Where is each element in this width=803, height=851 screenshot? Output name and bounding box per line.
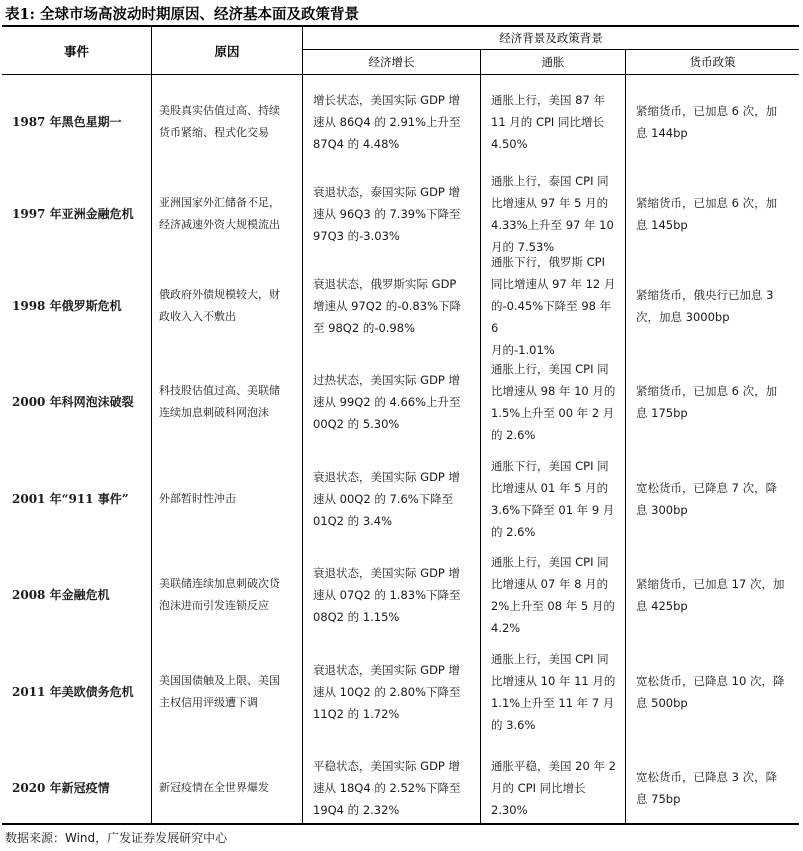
- cell-text: [313, 369, 461, 435]
- cell-line: 1.1%上升至 11 年 7 月: [491, 695, 615, 710]
- cell-text: [636, 380, 777, 424]
- cell-event: [2, 549, 151, 640]
- cell-text: 2011 年美欧债务危机: [12, 684, 134, 699]
- cell-line: 增速从 97Q2 的-0.83%下降: [313, 298, 461, 313]
- cell-text: [491, 455, 614, 543]
- cell-text: [636, 284, 773, 328]
- cell-line: 4.2%: [491, 620, 521, 635]
- cell-line: 息 425bp: [636, 598, 688, 613]
- cell-line: 87Q4 的 4.48%: [313, 136, 400, 151]
- cell-line: 息 145bp: [636, 217, 688, 232]
- cell-text: [636, 477, 777, 521]
- cell-inflation: [481, 549, 625, 640]
- cell-text: [159, 380, 280, 424]
- cell-line: 的-0.45%下降至 98 年 6: [491, 298, 612, 335]
- cell-inflation: [481, 742, 625, 833]
- cell-growth: [303, 646, 480, 737]
- cell-line: 连续加息刺破科网泡沫: [159, 405, 269, 419]
- cell-line: 通胀上行，美国 CPI 同: [491, 361, 609, 376]
- cell-text: [159, 573, 280, 617]
- cell-line: 息 75bp: [636, 791, 681, 806]
- cell-text: [491, 551, 615, 639]
- cell-event: [2, 742, 151, 833]
- cell-line: 经济减速外资大规模流出: [159, 217, 280, 231]
- cell-line: 3.6%下降至 01 年 9 月: [491, 502, 615, 517]
- cell-text: [159, 192, 280, 236]
- cell-cause: [152, 453, 302, 544]
- cell-text: [491, 358, 615, 446]
- cell-line: 宽松货币，已降息 7 次，降: [636, 480, 778, 495]
- cell-growth: [303, 453, 480, 544]
- header-inflation: 通胀: [541, 55, 565, 69]
- cell-line: 衰退状态，美国实际 GDP 增: [313, 662, 461, 677]
- cell-line: 紧缩货币，俄央行已加息 3: [636, 287, 774, 302]
- cell-line: 速从 96Q3 的 7.39%下降至: [313, 206, 461, 221]
- header-event: 事件: [63, 43, 89, 59]
- cell-text: 1998 年俄罗斯危机: [12, 298, 122, 313]
- cell-text: [636, 192, 777, 236]
- cell-line: 1.5%上升至 00 年 2 月: [491, 405, 615, 420]
- cell-text: 1997 年亚洲金融危机: [12, 206, 134, 221]
- cell-text: 2020 年新冠疫情: [12, 780, 110, 795]
- cell-text: 2008 年金融危机: [12, 587, 110, 602]
- cell-line: 政收入入不敷出: [159, 309, 236, 323]
- cell-inflation: [481, 254, 625, 357]
- cell-text: [313, 562, 461, 628]
- cell-line: 比增速从 07 年 8 月的: [491, 576, 609, 591]
- header-bottom-divider: [2, 74, 799, 75]
- cell-line: 月的 CPI 同比增长: [491, 780, 586, 795]
- cell-text: [491, 648, 615, 736]
- cell-line: 过热状态，美国实际 GDP 增: [313, 372, 461, 387]
- cell-text: [491, 251, 619, 361]
- cell-text: [636, 100, 777, 144]
- cell-event: [2, 646, 151, 737]
- cell-growth: [303, 76, 480, 167]
- cell-text: [313, 659, 461, 725]
- cell-cause: [152, 742, 302, 833]
- cell-inflation: [481, 646, 625, 737]
- cell-event: [2, 356, 151, 447]
- cell-line: 亚洲国家外汇储备不足，: [159, 195, 280, 209]
- cell-line: 美股真实估值过高、持续: [159, 103, 280, 117]
- cell-line: 俄政府外债规模较大，财: [159, 287, 280, 301]
- cell-line: 比增速从 10 年 11 月的: [491, 673, 616, 688]
- cell-line: 4.50%: [491, 136, 528, 151]
- cell-line: 月的 7.53%: [491, 239, 555, 254]
- cell-cause: [152, 260, 302, 351]
- cell-text: [313, 273, 461, 339]
- cell-line: 紧缩货币，已加息 6 次，加: [636, 383, 778, 398]
- cell-line: 通胀下行，俄罗斯 CPI: [491, 254, 606, 269]
- cell-line: 外部暂时性冲击: [159, 491, 236, 505]
- cell-policy: [626, 549, 799, 640]
- header-sub-divider: [303, 49, 799, 50]
- cell-line: 比增速从 97 年 5 月的: [491, 195, 609, 210]
- header-background-group: 经济背景及政策背景: [499, 31, 603, 45]
- cell-line: 通胀下行，美国 CPI 同: [491, 458, 609, 473]
- cell-line: 泡沫进而引发连锁反应: [159, 598, 269, 612]
- cell-line: 宽松货币，已降息 3 次，降: [636, 769, 778, 784]
- cell-event: [2, 260, 151, 351]
- cell-line: 衰退状态，美国实际 GDP 增: [313, 469, 461, 484]
- cell-line: 速从 18Q4 的 2.52%下降至: [313, 780, 461, 795]
- cell-line: 比增速从 98 年 10 月的: [491, 383, 616, 398]
- cell-event: [2, 168, 151, 259]
- cell-line: 11 月的 CPI 同比增长: [491, 114, 604, 129]
- cell-text: [313, 466, 460, 532]
- cell-text: [159, 488, 236, 510]
- cell-growth: [303, 742, 480, 833]
- cell-text: [636, 670, 784, 714]
- cell-line: 2%上升至 08 年 5 月的: [491, 598, 615, 613]
- cell-line: 增长状态，美国实际 GDP 增: [313, 92, 461, 107]
- cell-event: [2, 76, 151, 167]
- cell-line: 息 300bp: [636, 502, 688, 517]
- cell-line: 19Q4 的 2.32%: [313, 802, 400, 817]
- cell-line: 衰退状态，俄罗斯实际 GDP: [313, 276, 457, 291]
- cell-cause: [152, 356, 302, 447]
- cell-line: 美联储连续加息刺破次贷: [159, 576, 280, 590]
- cell-line: 速从 07Q2 的 1.83%下降至: [313, 587, 461, 602]
- cell-line: 速从 86Q4 的 2.91%上升至: [313, 114, 461, 129]
- header-cause: 原因: [214, 43, 240, 59]
- cell-event: [2, 453, 151, 544]
- header-growth: 经济增长: [368, 55, 415, 69]
- cell-line: 息 500bp: [636, 695, 688, 710]
- cell-text: [636, 573, 784, 617]
- cell-line: 的 2.6%: [491, 524, 536, 539]
- cell-line: 紧缩货币，已加息 6 次，加: [636, 103, 778, 118]
- cell-policy: [626, 646, 799, 737]
- cell-cause: [152, 168, 302, 259]
- cell-line: 平稳状态，美国实际 GDP 增: [313, 758, 461, 773]
- cell-line: 息 175bp: [636, 405, 688, 420]
- cell-policy: [626, 76, 799, 167]
- cell-line: 比增速从 01 年 5 月的: [491, 480, 609, 495]
- cell-line: 的 3.6%: [491, 717, 536, 732]
- cell-policy: [626, 168, 799, 259]
- cell-line: 通胀上行，美国 CPI 同: [491, 651, 609, 666]
- cell-line: 宽松货币，已降息 10 次，降: [636, 673, 785, 688]
- cell-line: 速从 00Q2 的 7.6%下降至: [313, 491, 454, 506]
- cell-text: [159, 284, 280, 328]
- cell-text: [313, 755, 461, 821]
- cell-line: 新冠疫情在全世界爆发: [159, 780, 269, 794]
- data-source-note: 数据来源：Wind，广发证券发展研究中心: [5, 831, 228, 845]
- cell-text: [159, 100, 280, 144]
- cell-policy: [626, 742, 799, 833]
- cell-text: [491, 755, 616, 821]
- cell-line: 衰退状态，美国实际 GDP 增: [313, 565, 461, 580]
- cell-line: 通胀上行，泰国 CPI 同: [491, 173, 609, 188]
- cell-text: [159, 777, 269, 799]
- cell-line: 11Q2 的 1.72%: [313, 706, 400, 721]
- cell-policy: [626, 260, 799, 351]
- cell-line: 通胀上行，美国 CPI 同: [491, 554, 609, 569]
- cell-line: 00Q2 的 5.30%: [313, 416, 400, 431]
- cell-line: 4.33%上升至 97 年 10: [491, 217, 614, 232]
- cell-text: 2000 年科网泡沫破裂: [12, 394, 134, 409]
- cell-cause: [152, 646, 302, 737]
- cell-growth: [303, 168, 480, 259]
- cell-text: 1987 年黑色星期一: [12, 114, 122, 129]
- cell-line: 同比增速从 97 年 12 月: [491, 276, 616, 291]
- cell-policy: [626, 356, 799, 447]
- cell-inflation: [481, 453, 625, 544]
- cell-line: 速从 10Q2 的 2.80%下降至: [313, 684, 461, 699]
- cell-text: [636, 766, 777, 810]
- cell-cause: [152, 76, 302, 167]
- table-bottom-rule: [2, 823, 799, 825]
- cell-text: [313, 89, 461, 155]
- cell-line: 97Q3 的-3.03%: [313, 228, 400, 243]
- cell-line: 衰退状态，泰国实际 GDP 增: [313, 184, 461, 199]
- cell-text: [491, 89, 605, 155]
- cell-line: 月的-1.01%: [491, 342, 555, 357]
- cell-line: 01Q2 的 3.4%: [313, 513, 393, 528]
- cell-line: 通胀平稳，美国 20 年 2: [491, 758, 616, 773]
- cell-line: 08Q2 的 1.15%: [313, 609, 400, 624]
- cell-line: 美国国债触及上限、美国: [159, 673, 280, 687]
- cell-line: 速从 99Q2 的 4.66%上升至: [313, 394, 461, 409]
- cell-growth: [303, 549, 480, 640]
- cell-line: 紧缩货币，已加息 17 次，加: [636, 576, 785, 591]
- cell-line: 主权信用评级遭下调: [159, 695, 258, 709]
- cell-line: 次，加息 3000bp: [636, 309, 730, 324]
- cell-text: [491, 170, 614, 258]
- cell-line: 的 2.6%: [491, 427, 536, 442]
- cell-inflation: [481, 168, 625, 259]
- table-title: 表1: 全球市场高波动时期原因、经济基本面及政策背景: [5, 6, 359, 23]
- cell-policy: [626, 453, 799, 544]
- header-policy: 货币政策: [689, 55, 736, 69]
- cell-growth: [303, 260, 480, 351]
- cell-line: 通胀上行，美国 87 年: [491, 92, 605, 107]
- cell-text: [313, 181, 461, 247]
- cell-cause: [152, 549, 302, 640]
- cell-line: 货币紧缩、程式化交易: [159, 125, 269, 139]
- cell-line: 紧缩货币，已加息 6 次，加: [636, 195, 778, 210]
- cell-growth: [303, 356, 480, 447]
- cell-text: [159, 670, 280, 714]
- cell-line: 科技股估值过高、美联储: [159, 383, 280, 397]
- cell-text: 2001 年“911 事件”: [12, 491, 129, 506]
- cell-line: 息 144bp: [636, 125, 688, 140]
- cell-line: 2.30%: [491, 802, 528, 817]
- cell-line: 至 98Q2 的-0.98%: [313, 320, 415, 335]
- cell-inflation: [481, 356, 625, 447]
- cell-inflation: [481, 76, 625, 167]
